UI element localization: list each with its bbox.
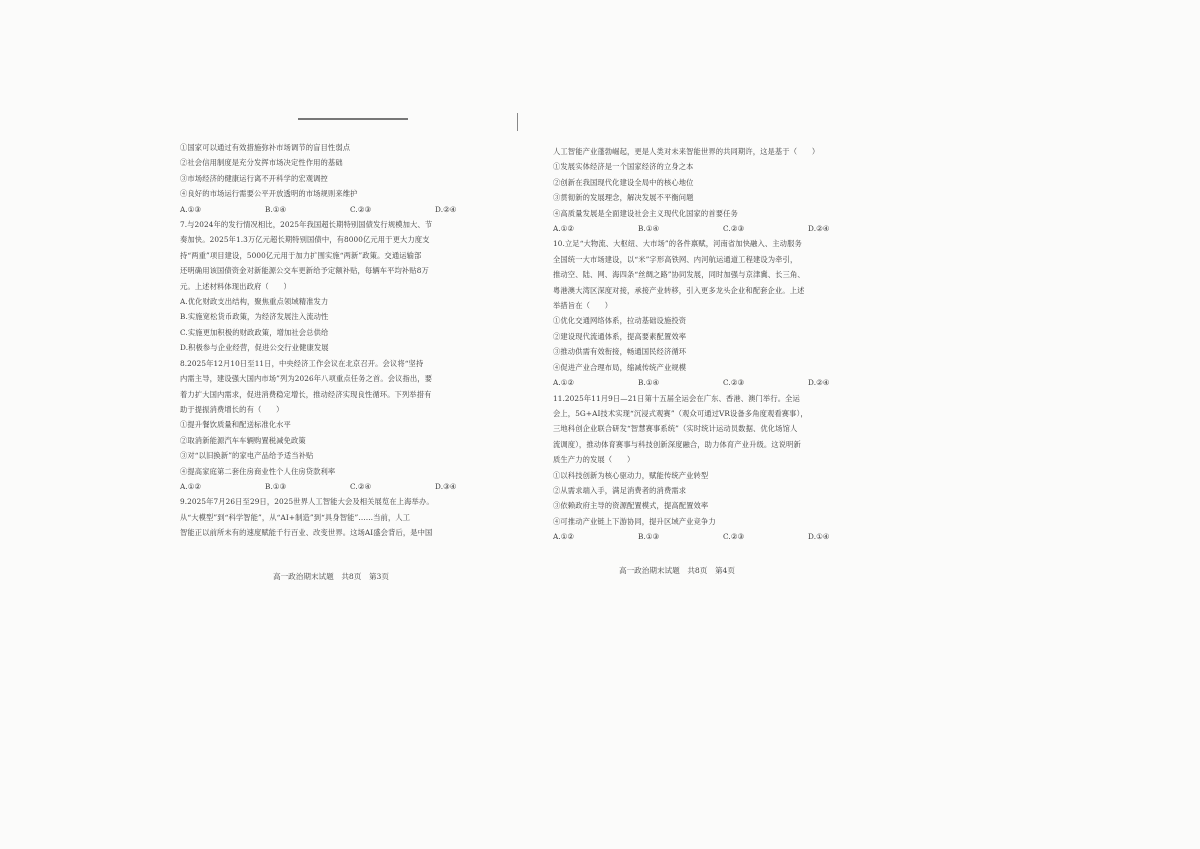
question-line: 流调度），推动体育赛事与科技创新深度融合，助力体育产业升级。这说明新 xyxy=(553,439,801,449)
question-9 xyxy=(180,494,520,540)
question-8 xyxy=(180,356,520,479)
question-line: 持“两重”项目建设，5000亿元用于加力扩围实施“两新”政策。交通运输部 xyxy=(180,250,422,260)
question-line: 着力扩大国内需求，促进消费稳定增长，推动经济实现良性循环。下列举措有 xyxy=(180,389,432,399)
option-b: B.①④ xyxy=(265,204,287,214)
statement-line: ②取消新能源汽车车辆购置税减免政策 xyxy=(180,435,306,445)
question-line: 11.2025年11月9日—21日第十五届全运会在广东、香港、澳门举行。全运 xyxy=(553,393,800,403)
page-4-footer: 高一政治期末试题 共8页 第4页 xyxy=(619,566,735,575)
option-a: A.①② xyxy=(180,481,202,491)
question-line: 人工智能产业蓬勃崛起，更是人类对未来智能世界的共同期许，这是基于（ ） xyxy=(553,147,820,156)
q9-options xyxy=(553,221,893,236)
option-b: B.①④ xyxy=(638,224,660,234)
option-c: C.②③ xyxy=(723,224,745,234)
question-line: 还明确用该国债资金对新能源公交车更新给予定额补贴，每辆车平均补贴8万 xyxy=(180,266,429,276)
option-line: C.实施更加积极的财政政策，增加社会总供给 xyxy=(180,327,329,337)
statement-line: ④良好的市场运行需要公平开放透明的市场规则来维护 xyxy=(180,189,358,199)
statement-line: ②社会信用制度是充分发挥市场决定性作用的基础 xyxy=(180,158,343,168)
statement-line: ①国家可以通过有效措施弥补市场调节的盲目性弱点 xyxy=(180,143,351,152)
option-b: B.①③ xyxy=(638,532,660,542)
question-line: 全国统一大市场建设，以“米”字形高铁网、内河航运通道工程建设为牵引， xyxy=(553,254,798,264)
statement-line: ④提高家庭第二套住房商业性个人住房贷款利率 xyxy=(180,466,336,476)
statement-line: ①发展实体经济是一个国家经济的立身之本 xyxy=(553,162,694,172)
question-line: 奏加快。2025年1.3万亿元超长期特别国债中，有8000亿元用于更大力度支 xyxy=(180,235,430,245)
question-line: 会上，5G+AI技术实现“沉浸式观赛”（观众可通过VR设备多角度观看赛事）， xyxy=(553,408,808,418)
exam-page-4 xyxy=(553,144,893,545)
question-line: 粤港澳大湾区深度对接，承接产业转移，引入更多龙头企业和配套企业。上述 xyxy=(553,285,805,295)
q6-options xyxy=(180,202,520,217)
question-line: 智能正以前所未有的速度赋能千行百业、改变世界。这场AI盛会背后，是中国 xyxy=(180,528,433,538)
option-line: B.实施宽松货币政策，为经济发展注入流动性 xyxy=(180,312,329,322)
statement-line: ④高质量发展是全面建设社会主义现代化国家的首要任务 xyxy=(553,208,738,218)
question-line: 三地科创企业联合研发“智慧赛事系统”（实时统计运动员数据、优化场馆人 xyxy=(553,424,798,434)
statement-line: ④可推动产业链上下游协同，提升区域产业竞争力 xyxy=(553,516,716,526)
option-a: A.①② xyxy=(553,224,575,234)
statement-line: ③贯彻新的发展理念，解决发展不平衡问题 xyxy=(553,193,694,203)
option-b: B.①④ xyxy=(638,378,660,388)
question-line: 元。上述材料体现出政府（ ） xyxy=(180,281,291,291)
statement-line: ①提升餐饮质量和配送标准化水平 xyxy=(180,420,291,430)
q6-statements xyxy=(180,140,520,202)
question-line: 从“大模型”到“科学智能”，从“AI+制造”到“具身智能”……当前，人工 xyxy=(180,512,411,522)
statement-line: ③市场经济的健康运行离不开科学的宏观调控 xyxy=(180,173,328,183)
exam-page-3 xyxy=(180,140,520,541)
option-line: A.优化财政支出结构，聚焦重点领域精准发力 xyxy=(180,297,329,307)
statement-line: ②从需求端入手，满足消费者的消费需求 xyxy=(553,485,687,495)
statement-line: ③依赖政府主导的资源配置模式，提高配置效率 xyxy=(553,501,709,511)
option-d: D.③④ xyxy=(435,481,457,491)
question-11 xyxy=(553,391,893,530)
question-line: 7.与2024年的发行情况相比，2025年我国超长期特别国债发行规模加大、节 xyxy=(180,220,433,230)
option-d: D.②④ xyxy=(435,204,457,214)
statement-line: ③推动供需有效衔接，畅通国民经济循环 xyxy=(553,347,687,357)
question-line: 质生产力的发展（ ） xyxy=(553,455,635,465)
question-line: 助于提振消费增长的有（ ） xyxy=(180,404,284,414)
option-line: D.积极参与企业经营，促进公交行业健康发展 xyxy=(180,343,329,353)
option-d: D.①④ xyxy=(808,532,830,542)
question-line: 内需主导，建设强大国内市场”列为2026年八项重点任务之首。会议指出，要 xyxy=(180,374,433,384)
question-line: 10.立足“大物流、大枢纽、大市场”的各件禀赋，河南省加快融入、主动服务 xyxy=(553,239,802,249)
statement-line: ②建设现代流通体系，提高要素配置效率 xyxy=(553,331,687,341)
statement-line: ①以科技创新为核心驱动力，赋能传统产业转型 xyxy=(553,470,709,480)
page-top-rule xyxy=(298,118,408,120)
question-9-continued xyxy=(553,144,893,221)
option-d: D.②④ xyxy=(808,224,830,234)
question-10 xyxy=(553,236,893,375)
option-b: B.①③ xyxy=(265,481,287,491)
option-a: A.①③ xyxy=(180,204,202,214)
option-c: C.②③ xyxy=(723,532,745,542)
option-c: C.②③ xyxy=(723,378,745,388)
option-d: D.②④ xyxy=(808,378,830,388)
option-c: C.②④ xyxy=(350,481,372,491)
q11-options xyxy=(553,529,893,544)
option-a: A.①② xyxy=(553,378,575,388)
q10-options xyxy=(553,375,893,390)
option-c: C.②③ xyxy=(350,204,372,214)
page-3-footer: 高一政治期末试题 共8页 第3页 xyxy=(273,572,389,581)
fold-mark xyxy=(517,113,518,131)
statement-line: ②创新在我国现代化建设全局中的核心地位 xyxy=(553,177,694,187)
statement-line: ③对“以旧换新”的家电产品给予适当补贴 xyxy=(180,451,314,461)
question-line: 举措旨在（ ） xyxy=(553,301,613,311)
statement-line: ①优化交通网络体系，拉动基础设施投资 xyxy=(553,316,687,326)
question-line: 9.2025年7月26日至29日，2025世界人工智能大会及相关展览在上海举办。 xyxy=(180,497,434,507)
q8-options xyxy=(180,479,520,494)
option-a: A.①② xyxy=(553,532,575,542)
question-7 xyxy=(180,217,520,356)
question-line: 推动空、陆、网、海四条“丝绸之路”协同发展，同时加强与京津冀、长三角、 xyxy=(553,270,805,280)
question-line: 8.2025年12月10日至11日，中央经济工作会议在北京召开。会议将“坚持 xyxy=(180,358,424,368)
statement-line: ④促进产业合理布局，缩减传统产业规模 xyxy=(553,362,687,372)
